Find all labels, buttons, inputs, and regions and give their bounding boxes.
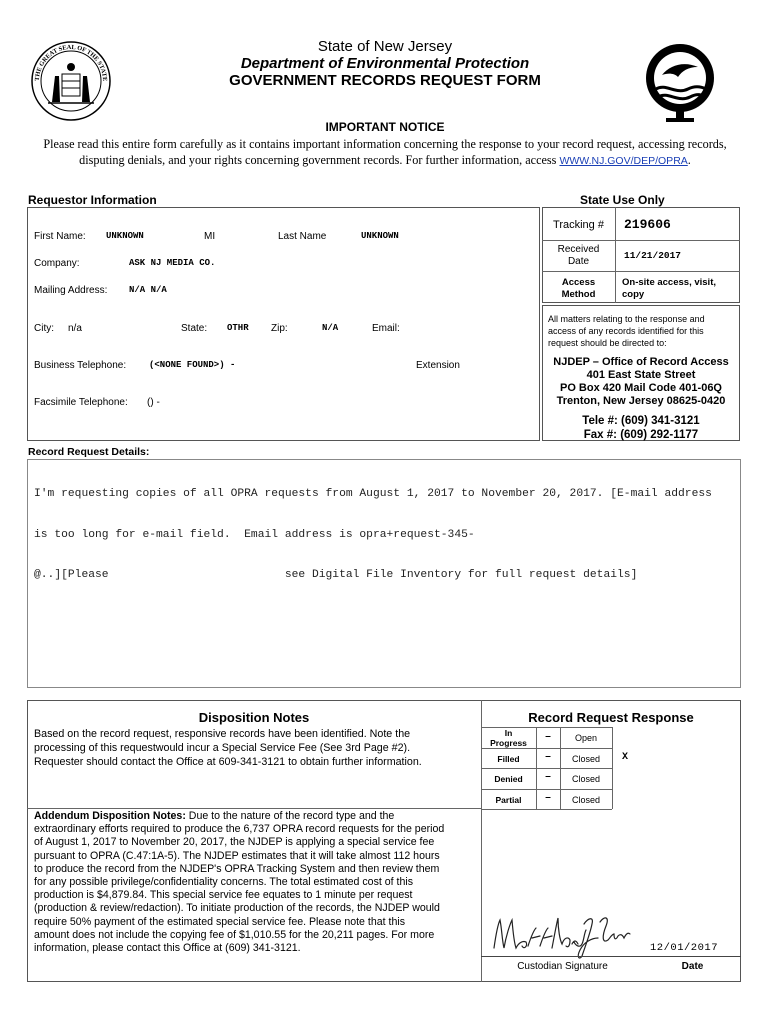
fax-number: Fax #: (609) 292-1177 [583, 429, 699, 441]
access-value-1: On-site access, visit, [622, 277, 716, 288]
response-dash: – [545, 751, 551, 762]
tele-number: Tele #: (609) 341-3121 [582, 415, 700, 427]
state-field[interactable]: OTHR [227, 323, 249, 333]
addendum-line-1: Due to the nature of the record type and the [185, 810, 395, 822]
in-label: In [504, 728, 513, 738]
requestor-heading: Requestor Information [28, 193, 157, 207]
details-line-3: @..][Please see Digital File Inventory for full request details] [34, 569, 638, 581]
header-department: Department of Environmental Protection [240, 55, 530, 72]
njdep-logo [644, 41, 716, 123]
office-address [542, 356, 740, 408]
received-date-label [542, 244, 615, 268]
city-field[interactable]: n/a [68, 323, 82, 334]
response-status: Closed [571, 754, 600, 764]
city-label: City: [34, 323, 54, 334]
company-field[interactable]: ASK NJ MEDIA CO. [129, 258, 216, 268]
notice-title: IMPORTANT NOTICE [325, 120, 445, 134]
addendum-notes [34, 810, 444, 955]
facsimile-label: Facsimile Telephone: [34, 397, 128, 408]
response-status: Closed [571, 795, 600, 805]
received-label-2: Date [567, 256, 590, 267]
details-line-1: I'm requesting copies of all OPRA requests from August 1, 2017 to November 20, 2017. [E-mail address [34, 488, 712, 500]
company-label: Company: [34, 258, 80, 269]
addendum-line-11: information, please contact this Office at (609) 341-3121. [34, 942, 301, 955]
matters-text [548, 313, 738, 349]
business-telephone-label: Business Telephone: [34, 360, 127, 371]
zip-label: Zip: [271, 323, 288, 334]
response-filled-label: Filled [497, 754, 520, 764]
form-title: GOVERNMENT RECORDS REQUEST FORM [229, 72, 541, 89]
response-heading: Record Request Response [528, 710, 694, 725]
addendum-label: Addendum Disposition Notes: [34, 810, 186, 822]
office-line-4: Trenton, New Jersey 08625-0420 [556, 395, 726, 407]
office-line-1: NJDEP – Office of Record Access [553, 356, 729, 368]
zip-field[interactable]: N/A [322, 323, 339, 333]
addendum-line-3: of August 1, 2017 to November 20, 2017, the NJDEP is applying a special service fee [34, 836, 435, 849]
response-denied-label: Denied [494, 774, 523, 784]
received-date: 11/21/2017 [624, 250, 682, 261]
details-heading: Record Request Details: [28, 446, 150, 458]
extension-label: Extension [416, 360, 460, 371]
first-name-field[interactable]: UNKNOWN [106, 231, 144, 241]
notice-line-2 [15, 153, 755, 168]
matters-line-3: request should be directed to: [548, 338, 667, 348]
addendum-line-8: (production & review/redaction). To initiate production of the records, the NJDEP would [34, 902, 440, 915]
disposition-line-3: Requester should contact the Office at 609-341-3121 to obtain further information. [34, 756, 422, 768]
notice-line-1: Please read this entire form carefully as it contains important information concerning the response to your record request, accessing records, [43, 137, 727, 151]
mailing-address-label: Mailing Address: [34, 285, 108, 296]
addendum-line-4: pursuant to OPRA (C.47:1A-5). The NJDEP estimates that it will take almost 112 hours [34, 849, 440, 862]
date-label: Date [681, 961, 704, 972]
custodian-signature-label: Custodian Signature [517, 961, 608, 972]
addendum-line-2: extraordinary efforts required to produce the 6,737 OPRA record requests for the period [34, 823, 445, 836]
response-in-progress-label [481, 728, 536, 748]
office-line-2: 401 East State Street [586, 369, 696, 381]
mailing-address-field[interactable]: N/A N/A [129, 285, 167, 295]
progress-label: Progress [490, 738, 527, 748]
access-value-2: copy [622, 289, 645, 300]
access-label-1: Access [561, 277, 596, 288]
addendum-line-5: to produce the record from the NJDEP's OPRA Tracking System and then review them [34, 862, 440, 875]
custodian-signature [488, 904, 638, 962]
nj-state-seal [30, 40, 112, 122]
last-name-field[interactable]: UNKNOWN [361, 231, 399, 241]
mi-label: MI [204, 231, 216, 242]
received-label-1: Received [557, 244, 600, 255]
business-telephone-field[interactable]: (<NONE FOUND>) - [149, 360, 236, 370]
notice-link-suffix: . [687, 153, 691, 167]
email-label: Email: [372, 323, 400, 334]
response-status: Open [574, 733, 598, 743]
facsimile-field[interactable]: () - [147, 397, 160, 408]
disposition-line-1: Based on the record request, responsive records have been identified. Note the [34, 728, 411, 740]
details-line-2: is too long for e-mail field. Email address is opra+request-345- [34, 528, 475, 541]
last-name-label: Last Name [278, 231, 327, 242]
notice-line-2-text: disputing denials, and your rights concerning government records. For further information, access [79, 153, 557, 167]
response-partial-label: Partial [495, 795, 522, 805]
response-dash: – [545, 792, 551, 803]
addendum-line-7: production is $4,879.84. This special service fee equates to 1 minute per request [34, 889, 413, 902]
access-method-label [542, 277, 615, 301]
matters-line-1: All matters relating to the response and [548, 314, 705, 324]
tracking-number: 219606 [624, 217, 671, 232]
signature-date: 12/01/2017 [650, 942, 719, 954]
filled-checkbox[interactable]: X [622, 752, 629, 763]
addendum-line-10: amount does not include the copying fee of $1,010.55 for the 20,211 pages. For more [34, 928, 435, 941]
matters-line-2: access of any records identified for this [548, 326, 704, 336]
opra-link[interactable]: WWW.NJ.GOV/DEP/OPRA [559, 155, 688, 167]
response-dash: – [545, 771, 551, 782]
state-use-heading: State Use Only [580, 193, 665, 207]
tracking-label: Tracking # [553, 219, 604, 231]
addendum-line-9: require 50% payment of the estimated special service fee. Please note that this [34, 915, 405, 928]
state-label: State: [181, 323, 208, 334]
office-line-3: PO Box 420 Mail Code 401-06Q [559, 382, 722, 394]
response-status: Closed [571, 774, 600, 784]
access-method-value [622, 277, 716, 301]
access-label-2: Method [561, 289, 596, 300]
svg-text:THE GREAT SEAL OF THE STATE OF: THE GREAT SEAL OF THE STATE [33, 43, 109, 82]
addendum-line-6: for any possible privilege/confidentiality concerns. The total estimated cost of this [34, 876, 414, 889]
details-text [34, 461, 712, 596]
response-dash: – [545, 731, 551, 742]
header-state: State of New Jersey [317, 38, 453, 55]
disposition-notes [34, 727, 422, 769]
disposition-heading: Disposition Notes [198, 710, 310, 725]
first-name-label: First Name: [34, 231, 86, 242]
office-phone [542, 414, 740, 442]
disposition-line-2: processing of this requestwould incur a Special Service Fee (See 3rd Page #2). [34, 742, 411, 754]
